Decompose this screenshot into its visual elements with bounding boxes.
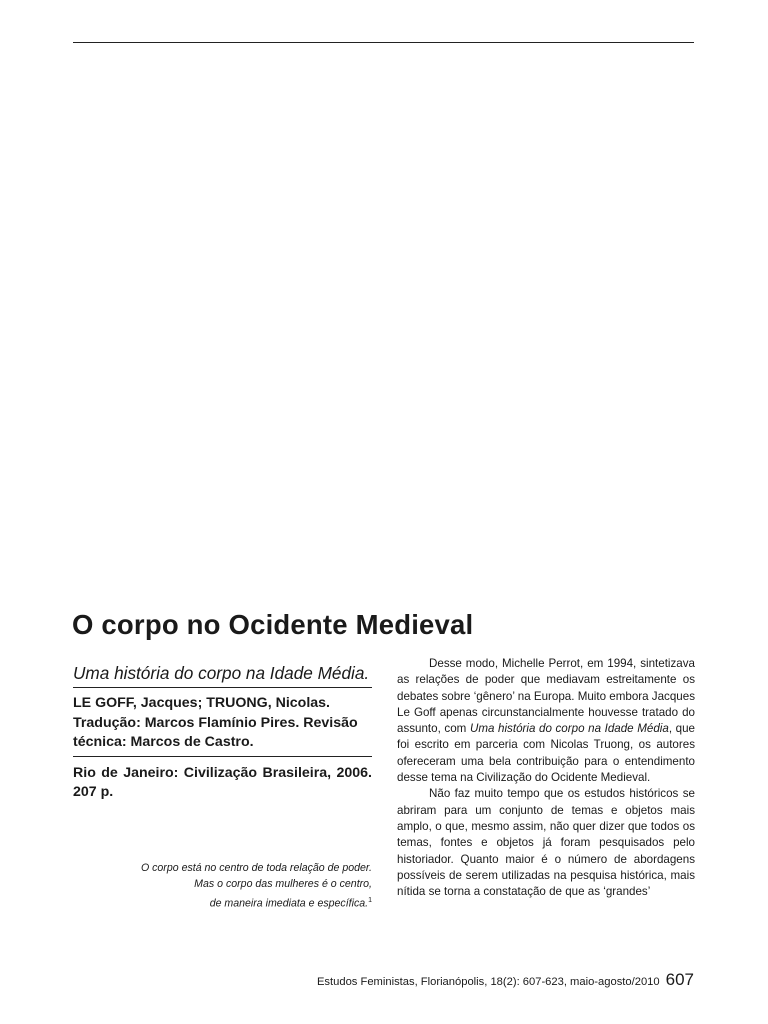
epigraph-line: O corpo está no centro de toda relação de poder.	[140, 862, 372, 874]
epigraph-line: de maneira imediata e específica.	[209, 897, 369, 910]
book-authors: LE GOFF, Jacques; TRUONG, Nicolas. Tradução: Marcos Flamínio Pires. Revisão técnica: Marcos de Castro.	[73, 688, 372, 757]
header-rule	[73, 42, 694, 43]
book-title-inline: Uma história do corpo na Idade Média	[469, 722, 669, 736]
epigraph-line: Mas o corpo das mulheres é o centro,	[194, 878, 372, 891]
page-number: 607	[665, 970, 694, 989]
book-title: Uma história do corpo na Idade Média.	[73, 663, 372, 688]
body-paragraph: Não faz muito tempo que os estudos históricos se abriram para um conjunto de temas e objetos mais amplo, o que, mesmo assim, não quer dizer que todos os temas, fontes e objetos já foram pesquisados pelo historiador. Quanto maior é o número de abordagens possíveis de serem utilizadas na pesquisa histórica, mais nítida se torna a constatação de que as ‘grandes’	[397, 787, 695, 899]
book-reference	[73, 663, 372, 803]
epigraph	[73, 860, 372, 911]
body-paragraph: Desse modo, Michelle Perrot, em 1994, sintetizava as relações de poder que mediavam estreitamente os debates sobre ‘gênero’ na Europa. Muito embora Jacques Le Goff apenas circunstancialmente houvesse tratado do assunto, com Uma história do corpo na Idade Média, que foi escrito em parceria com Nicolas Truong, os autores ofereceram uma bela contribuição para o entendimento desse tema na Civilização do Ocidente Medieval.	[397, 657, 695, 785]
journal-citation: Estudos Feministas, Florianópolis, 18(2): 607-623, maio-agosto/2010	[316, 976, 660, 988]
page-footer	[290, 970, 694, 990]
review-title: O corpo no Ocidente Medieval	[72, 609, 474, 640]
book-publisher: Rio de Janeiro: Civilização Brasileira, 2006. 207 p.	[73, 764, 372, 801]
review-body	[397, 656, 695, 900]
footnote-marker: 1	[368, 896, 372, 904]
